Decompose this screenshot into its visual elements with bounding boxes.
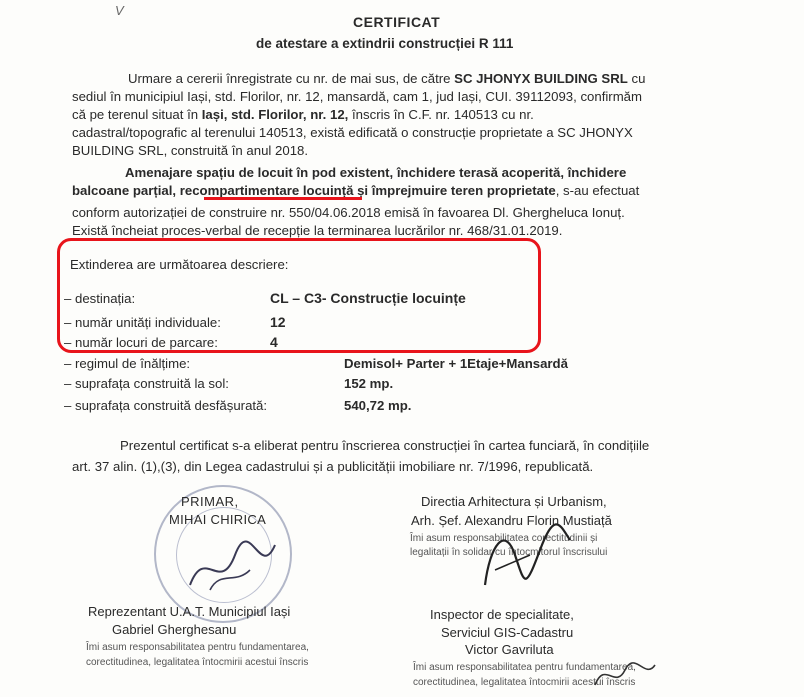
representative-note: corectitudinea, legalitatea întocmirii acestui înscris (86, 657, 309, 668)
director-note: legalitații în solidar cu întocmitorul înscrisului (410, 547, 608, 558)
intro-line-2: sediul în municipiul Iași, std. Florilor, nr. 12, mansardă, cam 1, jud Iași, CUI. 39112093, confirmăm (72, 89, 643, 104)
description-value: 152 mp. (344, 376, 394, 391)
inspector-signature (590, 655, 660, 695)
inspector-department: Serviciul GIS-Cadastru (441, 625, 574, 640)
description-label: – suprafața construită desfășurată: (64, 398, 268, 413)
intro-line-5: BUILDING SRL, construită în anul 2018. (72, 143, 309, 158)
director-signature (470, 515, 580, 595)
works-text: , s-au efectuat (555, 183, 640, 198)
inspector-name: Victor Gavriluta (465, 642, 554, 657)
description-heading: Extinderea are următoarea descriere: (70, 257, 289, 272)
description-value: 4 (270, 334, 278, 350)
works-text: și împrejmuire teren proprietate (353, 183, 556, 198)
intro-text: că pe terenul situat în (72, 107, 202, 122)
description-value: 540,72 mp. (344, 398, 412, 413)
closing-line-1: Prezentul certificat s-a eliberat pentru înscrierea construcției în cartea funciară, în condițiile (120, 438, 650, 453)
works-line-1: Amenajare spațiu de locuit în pod existent, închidere terasă acoperită, închidere (125, 165, 627, 180)
mayor-title: PRIMAR, (181, 494, 239, 509)
description-label: – număr unități individuale: (64, 315, 221, 330)
representative-note: Îmi asum responsabilitatea pentru fundamentarea, (86, 642, 309, 653)
intro-line-1 (128, 70, 645, 87)
intro-text: cu (627, 71, 646, 86)
mayor-name: MIHAI CHIRICA (169, 512, 267, 527)
inspector-note: Îmi asum responsabilitatea pentru fundamentarea, (413, 662, 636, 673)
document-subtitle: de atestare a extindrii construcției R 111 (256, 36, 514, 51)
description-value: 12 (270, 314, 286, 330)
red-underline (204, 197, 362, 200)
description-label: – destinația: (64, 291, 136, 306)
description-label: – regimul de înălțime: (64, 356, 191, 371)
representative-title: Reprezentant U.A.T. Municipiul Iași (88, 604, 291, 619)
corner-mark: V (115, 3, 124, 18)
intro-line-4: cadastral/topografic al terenului 140513, există edificată o construcție proprietate a SC JHONYX (72, 125, 633, 140)
mayor-signature (180, 525, 290, 605)
inspector-title: Inspector de specialitate, (430, 607, 574, 622)
works-line-4: Există încheiat proces-verbal de recepție la terminarea lucrărilor nr. 468/31.01.2019. (72, 223, 563, 238)
highlighted-phrase: recompartimentare locuință (179, 183, 354, 198)
inspector-note: corectitudinea, legalitatea întocmirii acestui înscris (413, 677, 636, 688)
intro-text: Urmare a cererii înregistrate cu nr. de mai sus, de către (128, 71, 455, 86)
description-label: – suprafața construită la sol: (64, 376, 229, 391)
company-name: SC JHONYX BUILDING SRL (454, 71, 628, 86)
works-line-3: conform autorizației de construire nr. 550/04.06.2018 emisă în favoarea Dl. Ghergheluca Ionuț. (72, 205, 625, 220)
director-title: Directia Arhitectura și Urbanism, (421, 494, 607, 509)
works-text: balcoane parțial, (72, 183, 180, 198)
director-name: Arh. Șef. Alexandru Florin Mustiață (411, 513, 612, 528)
property-address: Iași, std. Florilor, nr. 12, (201, 107, 349, 122)
description-value: Demisol+ Parter + 1Etaje+Mansardă (344, 356, 568, 371)
description-value: CL – C3- Construcție locuințe (270, 290, 466, 306)
representative-name: Gabriel Gherghesanu (112, 622, 237, 637)
document-title: CERTIFICAT (353, 14, 441, 30)
description-label: – număr locuri de parcare: (64, 335, 218, 350)
intro-line-3 (72, 106, 534, 123)
director-note: Îmi asum responsabilitatea corectitudinii și (410, 533, 598, 544)
closing-line-2: art. 37 alin. (1),(3), din Legea cadastrului și a publicității imobiliare nr. 7/1996, republicată. (72, 459, 594, 474)
intro-text: înscris în C.F. nr. 140513 cu nr. (348, 107, 534, 122)
